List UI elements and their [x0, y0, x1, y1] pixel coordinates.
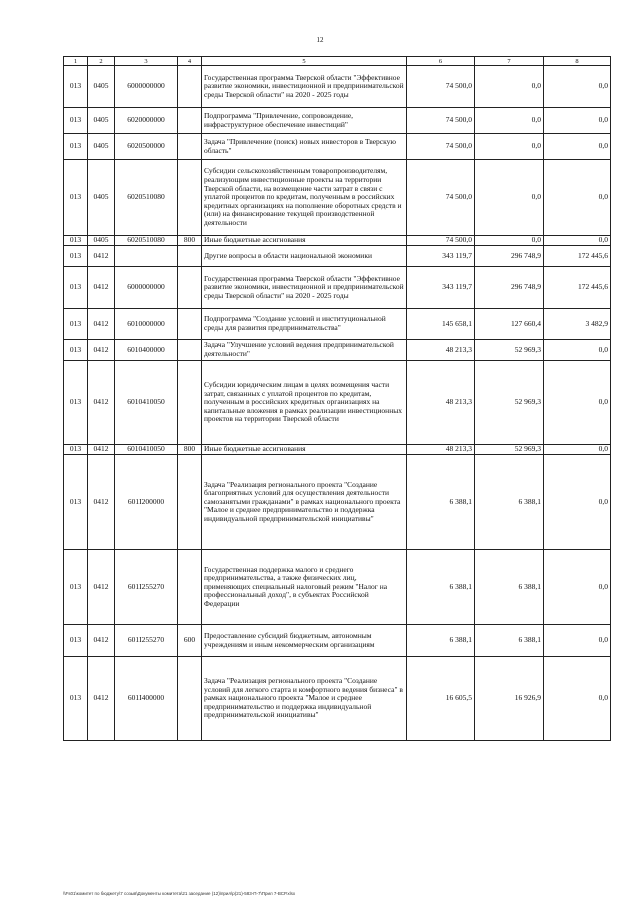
- page-number: 12: [316, 36, 324, 44]
- cell-amount-col8: 172 445,6: [544, 267, 611, 309]
- col-header-2: 2: [88, 57, 115, 66]
- cell-section-code: 0412: [88, 246, 115, 267]
- col-header-8: 8: [544, 57, 611, 66]
- cell-amount-col6: 6 388,1: [407, 625, 475, 657]
- cell-section-code: 0412: [88, 657, 115, 741]
- cell-expense-type: 800: [178, 236, 202, 246]
- cell-grbs-code: 013: [64, 66, 88, 108]
- cell-expense-type: [178, 657, 202, 741]
- cell-expense-type: [178, 267, 202, 309]
- cell-amount-col7: 0,0: [475, 66, 544, 108]
- cell-description: Государственная программа Тверской области "Эффективное развитие экономики, инвестиционной и предпринимательской среды Тверской области" на 2020 - 2025 годы: [202, 267, 407, 309]
- cell-amount-col6: 48 213,3: [407, 361, 475, 445]
- table-row: [64, 550, 611, 625]
- cell-target-code: 6000000000: [115, 267, 178, 309]
- cell-amount-col6: 74 500,0: [407, 134, 475, 160]
- cell-expense-type: [178, 309, 202, 340]
- col-header-7: 7: [475, 57, 544, 66]
- cell-grbs-code: 013: [64, 455, 88, 550]
- cell-amount-col8: 0,0: [544, 66, 611, 108]
- table-row: [64, 625, 611, 657]
- table-row: [64, 445, 611, 455]
- cell-target-code: 601I255270: [115, 625, 178, 657]
- cell-expense-type: [178, 550, 202, 625]
- cell-amount-col6: 343 119,7: [407, 267, 475, 309]
- cell-amount-col6: 74 500,0: [407, 108, 475, 134]
- table-row: [64, 246, 611, 267]
- cell-section-code: 0412: [88, 550, 115, 625]
- cell-description: Задача "Привлечение (поиск) новых инвесторов в Тверскую область": [202, 134, 407, 160]
- cell-section-code: 0412: [88, 267, 115, 309]
- cell-grbs-code: 013: [64, 246, 88, 267]
- cell-expense-type: [178, 160, 202, 236]
- cell-grbs-code: 013: [64, 657, 88, 741]
- cell-target-code: 601I200000: [115, 455, 178, 550]
- header-row: [64, 57, 611, 66]
- cell-amount-col8: 0,0: [544, 108, 611, 134]
- cell-amount-col8: 0,0: [544, 340, 611, 361]
- cell-target-code: 6010000000: [115, 309, 178, 340]
- cell-description: Другие вопросы в области национальной экономики: [202, 246, 407, 267]
- cell-amount-col7: 6 388,1: [475, 550, 544, 625]
- cell-description: Субсидии юридическим лицам в целях возмещения части затрат, связанных с уплатой процентов по кредитам, полученным в российских кредитных организациях на капитальные вложения в рамках реализации инвестиционных проектов на территории Тверской области: [202, 361, 407, 445]
- cell-expense-type: [178, 108, 202, 134]
- cell-amount-col7: 127 660,4: [475, 309, 544, 340]
- cell-section-code: 0412: [88, 309, 115, 340]
- cell-amount-col6: 16 605,5: [407, 657, 475, 741]
- cell-section-code: 0405: [88, 236, 115, 246]
- cell-amount-col8: 0,0: [544, 625, 611, 657]
- cell-expense-type: [178, 246, 202, 267]
- cell-description: Государственная программа Тверской области "Эффективное развитие экономики, инвестиционной и предпринимательской среды Тверской области" на 2020 - 2025 годы: [202, 66, 407, 108]
- cell-target-code: 6020510080: [115, 160, 178, 236]
- cell-expense-type: [178, 340, 202, 361]
- cell-amount-col8: 0,0: [544, 361, 611, 445]
- cell-amount-col7: 52 969,3: [475, 361, 544, 445]
- table-row: [64, 66, 611, 108]
- cell-grbs-code: 013: [64, 445, 88, 455]
- cell-amount-col8: 0,0: [544, 236, 611, 246]
- table-row: [64, 340, 611, 361]
- cell-description: Предоставление субсидий бюджетным, автономным учреждениям и иным некоммерческим организациям: [202, 625, 407, 657]
- cell-grbs-code: 013: [64, 309, 88, 340]
- col-header-4: 4: [178, 57, 202, 66]
- table-row: [64, 160, 611, 236]
- cell-amount-col6: 343 119,7: [407, 246, 475, 267]
- cell-section-code: 0405: [88, 66, 115, 108]
- cell-section-code: 0412: [88, 455, 115, 550]
- file-path-footer: \\Fs01\комитет по бюджету\7 созыв\Документы комитета\21 заседание (12)\прил\р(21)-583-П-7\Прил 7-ВСР.xlsx: [63, 891, 296, 896]
- cell-amount-col7: 52 969,3: [475, 340, 544, 361]
- cell-description: Государственная поддержка малого и среднего предпринимательства, а также физических лиц, применяющих специальный налоговый режим "Налог на профессиональный доход", в субъектах Российской Федерации: [202, 550, 407, 625]
- cell-amount-col8: 3 482,9: [544, 309, 611, 340]
- cell-amount-col7: 16 926,9: [475, 657, 544, 741]
- cell-amount-col7: 0,0: [475, 108, 544, 134]
- cell-expense-type: 600: [178, 625, 202, 657]
- cell-description: Подпрограмма "Создание условий и институциональной среды для развития предпринимательства": [202, 309, 407, 340]
- cell-target-code: 601I255270: [115, 550, 178, 625]
- cell-expense-type: 800: [178, 445, 202, 455]
- cell-amount-col7: 296 748,9: [475, 267, 544, 309]
- budget-table: [63, 56, 611, 741]
- cell-grbs-code: 013: [64, 267, 88, 309]
- cell-grbs-code: 013: [64, 340, 88, 361]
- cell-description: Субсидии сельскохозяйственным товаропроизводителям, реализующим инвестиционные проекты на территории Тверской области, на возмещение части затрат в связи с уплатой процентов по кредитам, полученным в российских кредитных организациях на пополнение оборотных средств и (или) на финансирование текущей производственной деятельности: [202, 160, 407, 236]
- cell-amount-col7: 6 388,1: [475, 625, 544, 657]
- col-header-1: 1: [64, 57, 88, 66]
- cell-target-code: 601I400000: [115, 657, 178, 741]
- cell-description: Иные бюджетные ассигнования: [202, 445, 407, 455]
- cell-amount-col7: 0,0: [475, 236, 544, 246]
- cell-amount-col7: 0,0: [475, 160, 544, 236]
- cell-grbs-code: 013: [64, 108, 88, 134]
- cell-amount-col7: 6 388,1: [475, 455, 544, 550]
- table-row: [64, 134, 611, 160]
- col-header-5: 5: [202, 57, 407, 66]
- cell-expense-type: [178, 455, 202, 550]
- cell-section-code: 0405: [88, 134, 115, 160]
- table-row: [64, 108, 611, 134]
- cell-amount-col7: 52 969,3: [475, 445, 544, 455]
- cell-amount-col8: 172 445,6: [544, 246, 611, 267]
- table-row: [64, 267, 611, 309]
- cell-amount-col8: 0,0: [544, 455, 611, 550]
- cell-expense-type: [178, 134, 202, 160]
- cell-grbs-code: 013: [64, 236, 88, 246]
- cell-amount-col8: 0,0: [544, 134, 611, 160]
- cell-target-code: 6020510080: [115, 236, 178, 246]
- cell-target-code: 6010410050: [115, 361, 178, 445]
- cell-grbs-code: 013: [64, 361, 88, 445]
- table-row: [64, 657, 611, 741]
- cell-amount-col7: 0,0: [475, 134, 544, 160]
- cell-amount-col6: 145 658,1: [407, 309, 475, 340]
- cell-target-code: 6020000000: [115, 108, 178, 134]
- cell-amount-col8: 0,0: [544, 657, 611, 741]
- cell-amount-col6: 74 500,0: [407, 66, 475, 108]
- col-header-3: 3: [115, 57, 178, 66]
- cell-amount-col7: 296 748,9: [475, 246, 544, 267]
- cell-description: Задача "Улучшение условий ведения предпринимательской деятельности": [202, 340, 407, 361]
- cell-amount-col8: 0,0: [544, 550, 611, 625]
- table-row: [64, 455, 611, 550]
- cell-description: Иные бюджетные ассигнования: [202, 236, 407, 246]
- cell-amount-col6: 74 500,0: [407, 236, 475, 246]
- cell-target-code: 6010400000: [115, 340, 178, 361]
- cell-target-code: [115, 246, 178, 267]
- cell-description: Подпрограмма "Привлечение, сопровождение, инфраструктурное обеспечение инвестиций": [202, 108, 407, 134]
- table-row: [64, 236, 611, 246]
- cell-target-code: 6000000000: [115, 66, 178, 108]
- col-header-6: 6: [407, 57, 475, 66]
- cell-amount-col8: 0,0: [544, 160, 611, 236]
- table-row: [64, 309, 611, 340]
- cell-section-code: 0412: [88, 361, 115, 445]
- cell-grbs-code: 013: [64, 625, 88, 657]
- cell-amount-col6: 48 213,3: [407, 445, 475, 455]
- cell-description: Задача "Реализация регионального проекта "Создание условий для легкого старта и комфортного ведения бизнеса" в рамках национального проекта "Малое и среднее предпринимательство и поддержка индивидуальной предпринимательской инициативы": [202, 657, 407, 741]
- cell-grbs-code: 013: [64, 550, 88, 625]
- cell-expense-type: [178, 66, 202, 108]
- cell-amount-col6: 6 388,1: [407, 455, 475, 550]
- cell-target-code: 6020500000: [115, 134, 178, 160]
- table-body: [64, 66, 611, 741]
- table-row: [64, 361, 611, 445]
- cell-amount-col6: 6 388,1: [407, 550, 475, 625]
- cell-section-code: 0412: [88, 625, 115, 657]
- cell-section-code: 0405: [88, 160, 115, 236]
- cell-section-code: 0405: [88, 108, 115, 134]
- cell-target-code: 6010410050: [115, 445, 178, 455]
- cell-grbs-code: 013: [64, 160, 88, 236]
- cell-expense-type: [178, 361, 202, 445]
- cell-amount-col6: 74 500,0: [407, 160, 475, 236]
- cell-description: Задача "Реализация регионального проекта "Создание благоприятных условий для осуществления деятельности самозанятыми гражданами" в рамках национального проекта "Малое и среднее предпринимательство и поддержка индивидуальной предпринимательской инициативы": [202, 455, 407, 550]
- cell-amount-col8: 0,0: [544, 445, 611, 455]
- cell-grbs-code: 013: [64, 134, 88, 160]
- cell-section-code: 0412: [88, 340, 115, 361]
- cell-section-code: 0412: [88, 445, 115, 455]
- cell-amount-col6: 48 213,3: [407, 340, 475, 361]
